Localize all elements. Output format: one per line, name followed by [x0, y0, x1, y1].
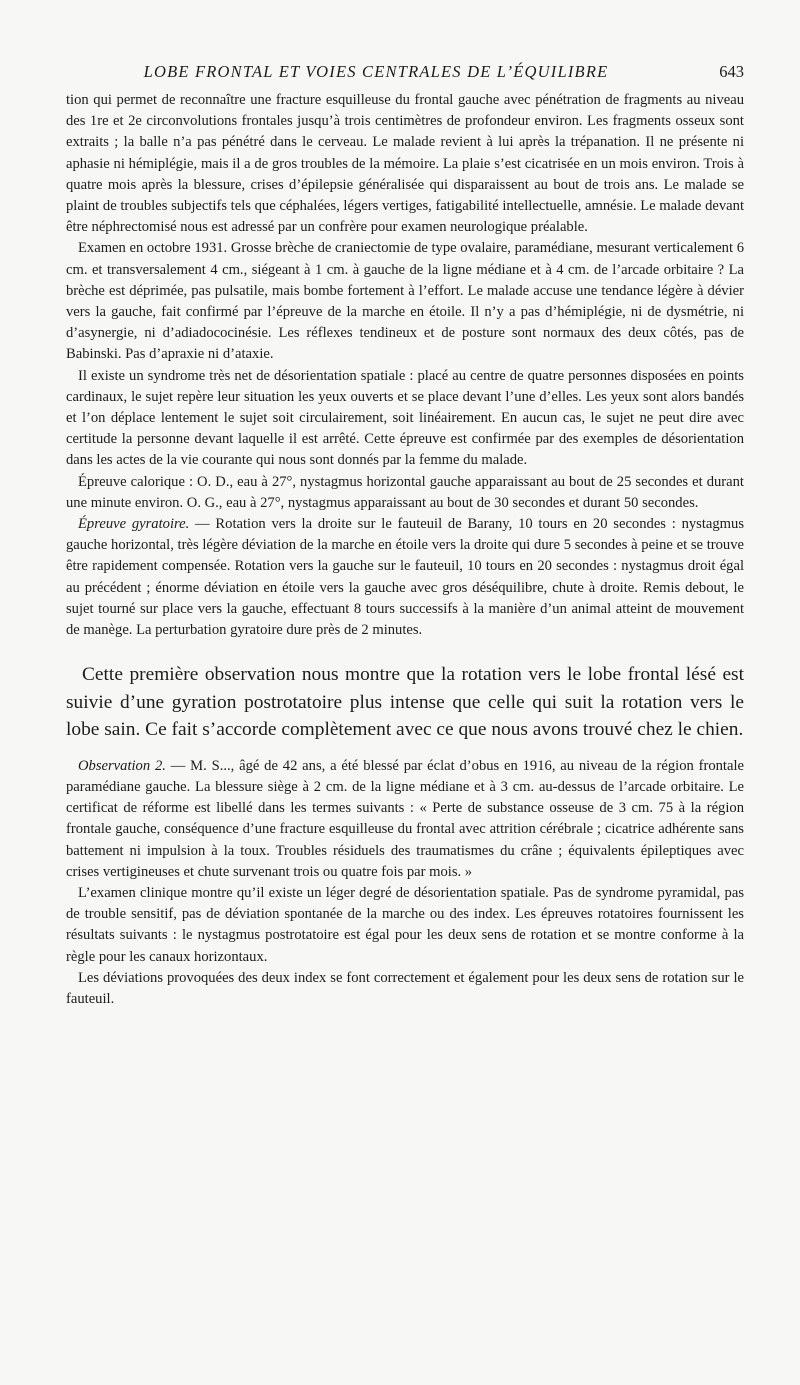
- running-title: LOBE FRONTAL ET VOIES CENTRALES DE L’ÉQUILIBRE: [143, 62, 609, 81]
- paragraph-clinical-exam: L’examen clinique montre qu’il existe un léger degré de désorientation spatiale. Pas de syndrome pyramidal, pas de trouble sensitif, pas de déviation spontanée de la marche ou des index. Les épreuves rotatoires fournissent les résultats suivants : le nystagmus postrotatoire est égal pour les deux sens de rotation et se montre conforme à la règle pour les canaux horizontaux.: [66, 885, 744, 965]
- page-number: 643: [719, 62, 744, 81]
- gyratory-test-heading: Épreuve gyratoire.: [78, 516, 190, 533]
- paragraph-index-deviations: Les déviations provoquées des deux index se font correctement et également pour les deux sens de rotation sur le fauteuil.: [66, 969, 744, 1008]
- paragraph-examination: Examen en octobre 1931. Grosse brèche de craniectomie de type ovalaire, paramédiane, mesurant verticalement 6 cm. et transversalement 4 cm., siégeant à 1 cm. à gauche de la ligne médiane et à 4 cm. de l’arcade orbitaire ? La brèche est déprimée, pas pulsatile, mais bombe fortement à l’effort. Le malade accuse une tendance légère à dévier vers la gauche, fait confirmé par l’épreuve de la marche en étoile. Il n’y a pas d’hémiplégie, ni de dysmétrie, ni d’asynergie, ni d’adiadococinésie. Les réflexes tendineux et de posture sont normaux des deux côtés, pas de Babinski. Pas d’apraxie ni d’ataxie.: [66, 240, 744, 363]
- paragraph-observation-2: [66, 756, 744, 883]
- summary-paragraph: Cette première observation nous montre que la rotation vers le lobe frontal lésé est suivie d’une gyration postrotatoire plus intense que celle qui suit la rotation vers le lobe sain. Ce fait s’accorde complètement avec ce que nous avons trouvé chez le chien.: [66, 664, 744, 741]
- paragraph-gyratory-test: [66, 514, 744, 641]
- observation-2-heading: Observation 2.: [78, 757, 166, 774]
- paragraph-caloric-test: Épreuve calorique : O. D., eau à 27°, nystagmus horizontal gauche apparaissant au bout de 25 secondes et durant une minute environ. O. G., eau à 27°, nystagmus apparaissant au bout de 30 secondes et durant 50 secondes.: [66, 473, 744, 511]
- gyratory-test-text: — Rotation vers la droite sur le fauteuil de Barany, 10 tours en 20 secondes : nystagmus gauche horizontal, très légère déviation de la marche en étoile vers la droite qui dure 5 secondes à peine et se trouve être rapidement compensée. Rotation vers la gauche sur le fauteuil, 10 tours en 20 secondes : nystagmus droit égal au précédent ; énorme déviation en étoile vers la gauche avec gros déséquilibre, chute à droite. Remis debout, le sujet tourné sur place vers la gauche, effectuant 8 tours successifs à la manière d’un animal atteint de mouvement de manège. La perturbation gyratoire dure près de 2 minutes.: [66, 516, 745, 639]
- paragraph-case-history: tion qui permet de reconnaître une fracture esquilleuse du frontal gauche avec pénétration de fragments au niveau des 1re et 2e circonvolutions frontales jusqu’à trois centimètres de profondeur environ. Les fragments osseux sont extraits ; la balle n’a pas pénétré dans le cerveau. Le malade revient à lui après la trépanation. Il ne présente ni aphasie ni hémiplégie, mais il a de gros troubles de la mémoire. La plaie s’est cicatrisée en un mois environ. Trois à quatre mois après la blessure, crises d’épilepsie généralisée qui disparaissent au bout de trois ans. Le malade se plaint de troubles subjectifs tels que céphalées, légers vertiges, fatigabilité intellectuelle, amnésie. Le malade devant être néphrectomisé nous est adressé par un confrère pour examen neurologique préalable.: [66, 92, 744, 236]
- paragraph-spatial-disorientation: Il existe un syndrome très net de désorientation spatiale : placé au centre de quatre personnes disposées en points cardinaux, le sujet repère leur situation les yeux ouverts et se place devant l’une d’elles. Les yeux sont alors bandés et l’on déplace lentement le sujet soit circulairement, soit linéairement. En aucun cas, le sujet ne peut dire avec certitude la personne devant laquelle il est arrêté. Cette épreuve est confirmée par des exemples de désorientation dans les actes de la vie courante qui nous sont donnés par la femme du malade.: [66, 367, 744, 469]
- running-header: [66, 56, 744, 90]
- observation-2-text: — M. S..., âgé de 42 ans, a été blessé par éclat d’obus en 1916, au niveau de la région frontale paramédiane gauche. La blessure siège à 2 cm. de la ligne médiane et à 3 cm. au-dessus de l’arcade orbitaire. Le certificat de réforme est libellé dans les termes suivants : « Perte de substance osseuse de 3 cm. 75 à la région frontale gauche, conséquence d’une fracture esquilleuse du frontal avec attrition cérébrale ; cicatrice adhérente sans battement ni impulsion à la toux. Troubles résiduels des traumatismes du crâne ; équivalents épileptiques avec crises vertigineuses et chute survenant trois ou quatre fois par mois. »: [66, 757, 744, 880]
